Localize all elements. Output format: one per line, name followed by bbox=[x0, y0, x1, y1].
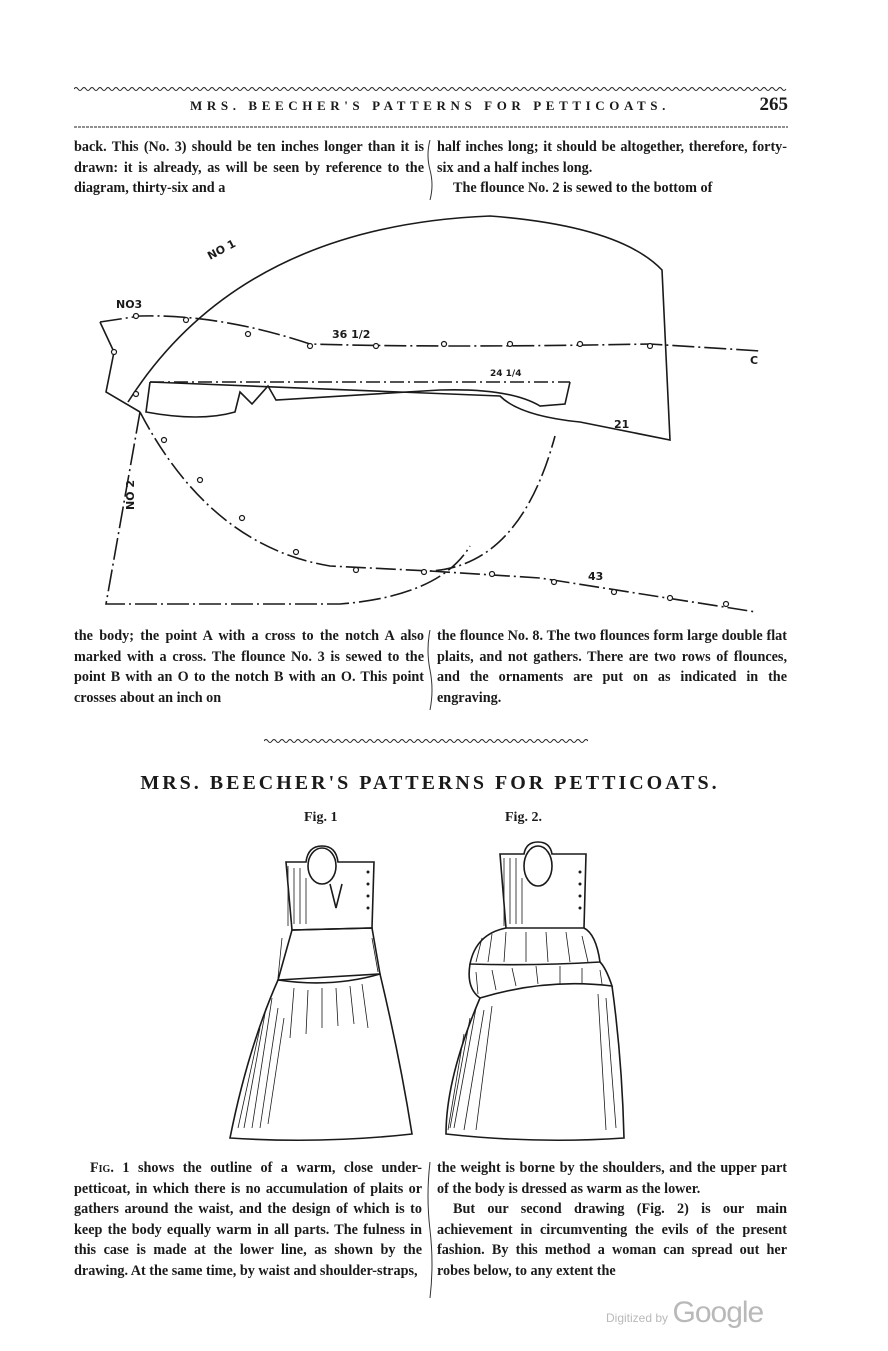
watermark-prefix: Digitized by bbox=[606, 1311, 669, 1325]
label-43: 43 bbox=[588, 570, 604, 583]
bottom-left-text: 1 shows the outline of a warm, close under-petticoat, in which there is no accumulation of plaits or gathers around the waist, and the design of which is to keep the body equally warm in all parts. The fulness in this case is made at the lower line, as shown by the drawing. At the same time, by waist and shoulder-straps, bbox=[74, 1160, 423, 1279]
top-left-column bbox=[74, 137, 424, 199]
running-title: MRS. BEECHER'S PATTERNS FOR PETTICOATS. bbox=[190, 98, 670, 113]
middle-right-column bbox=[437, 626, 787, 708]
bottom-right-paragraph-1: the weight is borne by the shoulders, and the upper part of the body is dressed as warm as the lower. bbox=[437, 1160, 787, 1197]
top-left-paragraph: back. This (No. 3) should be ten inches longer than it is drawn: it is already, as will be seen by reference to the diagram, thirty-six and a bbox=[74, 139, 424, 197]
fig2-petticoat-illustration bbox=[436, 838, 636, 1148]
column-separator bbox=[426, 140, 434, 200]
page-number: 265 bbox=[759, 94, 788, 115]
bottom-left-paragraph bbox=[74, 1158, 422, 1282]
bottom-right-paragraph-2: But our second drawing (Fig. 2) is our main achievement in circumventing the evils of the present fashion. By this method a woman can spread out her robes below, to any extent the bbox=[437, 1201, 787, 1279]
label-21: 21 bbox=[614, 418, 630, 431]
middle-left-column bbox=[74, 626, 424, 708]
label-36-half: 36 1/2 bbox=[332, 328, 371, 341]
section-title: MRS. BEECHER'S PATTERNS FOR PETTICOATS. bbox=[140, 772, 720, 794]
middle-right-paragraph: the flounce No. 8. The two flounces form large double flat plaits, and not gathers. There are two rows of flounces, and the ornaments are put on as indicated in the engraving. bbox=[437, 628, 787, 706]
fig1-petticoat-illustration bbox=[222, 838, 422, 1148]
label-no3: NO3 bbox=[116, 298, 143, 311]
label-no2: NO 2 bbox=[124, 479, 137, 510]
top-right-paragraph-2: The flounce No. 2 is sewed to the bottom of bbox=[453, 180, 713, 197]
bottom-right-column bbox=[437, 1158, 787, 1282]
label-24-quarter: 24 1/4 bbox=[490, 369, 522, 379]
watermark-brand: Google bbox=[672, 1296, 764, 1329]
pattern-piece-no2 bbox=[140, 412, 555, 571]
section-divider bbox=[264, 738, 588, 744]
fig1-label: Fig. 1 bbox=[304, 810, 338, 825]
fig2-label: Fig. 2. bbox=[505, 810, 542, 825]
digitized-watermark bbox=[606, 1296, 763, 1330]
pattern-piece-no3 bbox=[100, 316, 760, 351]
middle-left-paragraph: the body; the point A with a cross to the notch A also marked with a cross. The flounce No. 3 is sewed to the point B with an O to the notch B with an O. This point crosses about an inch on bbox=[74, 628, 424, 706]
page-header bbox=[74, 94, 788, 120]
label-no1: NO 1 bbox=[205, 237, 238, 263]
column-separator bbox=[426, 630, 434, 710]
label-c: C bbox=[750, 354, 759, 367]
top-right-paragraph: half inches long; it should be altogether, therefore, forty-six and a half inches long. bbox=[437, 139, 787, 176]
fig-lead: Fig. bbox=[90, 1160, 114, 1176]
header-bottom-rule bbox=[74, 124, 788, 130]
column-separator bbox=[426, 1162, 434, 1298]
bottom-left-column bbox=[74, 1158, 422, 1282]
top-wavy-rule bbox=[74, 86, 788, 92]
pattern-diagram bbox=[40, 206, 780, 616]
top-right-column bbox=[437, 137, 787, 199]
